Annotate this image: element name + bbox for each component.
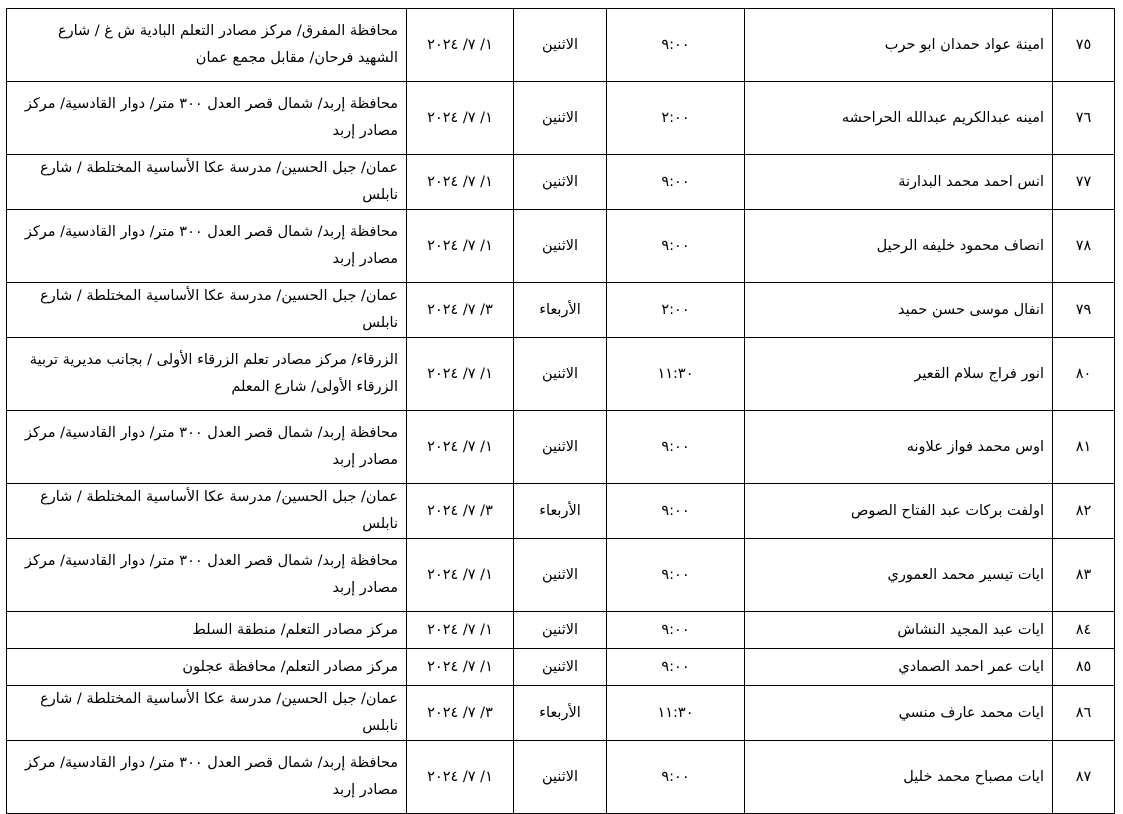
table-row — [7, 82, 1115, 155]
table-row — [7, 9, 1115, 82]
table-row — [7, 338, 1115, 411]
exam-location: عمان/ جبل الحسين/ مدرسة عكا الأساسية المختلطة / شارع نابلس — [7, 283, 407, 338]
row-number: ٧٦ — [1053, 82, 1115, 155]
exam-day: الأربعاء — [514, 686, 607, 741]
table-row — [7, 539, 1115, 612]
row-number: ٨٦ — [1053, 686, 1115, 741]
student-name: امينة عواد حمدان ابو حرب — [745, 9, 1053, 82]
exam-date: ٣/ ٧/ ٢٠٢٤ — [407, 686, 514, 741]
exam-date: ١/ ٧/ ٢٠٢٤ — [407, 741, 514, 814]
exam-day: الاثنين — [514, 649, 607, 686]
exam-location: عمان/ جبل الحسين/ مدرسة عكا الأساسية المختلطة / شارع نابلس — [7, 484, 407, 539]
exam-day: الاثنين — [514, 741, 607, 814]
table-row — [7, 484, 1115, 539]
exam-day: الاثنين — [514, 539, 607, 612]
exam-date: ١/ ٧/ ٢٠٢٤ — [407, 612, 514, 649]
exam-time: ٩:٠٠ — [607, 411, 745, 484]
exam-time: ٩:٠٠ — [607, 649, 745, 686]
exam-date: ١/ ٧/ ٢٠٢٤ — [407, 9, 514, 82]
exam-location: مركز مصادر التعلم/ منطقة السلط — [7, 612, 407, 649]
student-name: اولفت بركات عبد الفتاح الصوص — [745, 484, 1053, 539]
exam-time: ٩:٠٠ — [607, 612, 745, 649]
exam-date: ١/ ٧/ ٢٠٢٤ — [407, 338, 514, 411]
row-number: ٧٥ — [1053, 9, 1115, 82]
exam-time: ٢:٠٠ — [607, 283, 745, 338]
exam-day: الاثنين — [514, 411, 607, 484]
table-row — [7, 283, 1115, 338]
exam-date: ١/ ٧/ ٢٠٢٤ — [407, 649, 514, 686]
exam-location: مركز مصادر التعلم/ محافظة عجلون — [7, 649, 407, 686]
table-row — [7, 411, 1115, 484]
exam-day: الأربعاء — [514, 484, 607, 539]
exam-time: ٩:٠٠ — [607, 484, 745, 539]
exam-location: محافظة إربد/ شمال قصر العدل ٣٠٠ متر/ دوار القادسية/ مركز مصادر إربد — [7, 411, 407, 484]
exam-location: محافظة إربد/ شمال قصر العدل ٣٠٠ متر/ دوار القادسية/ مركز مصادر إربد — [7, 210, 407, 283]
table-row — [7, 686, 1115, 741]
table-row — [7, 649, 1115, 686]
exam-date: ١/ ٧/ ٢٠٢٤ — [407, 210, 514, 283]
exam-time: ٩:٠٠ — [607, 9, 745, 82]
table-row — [7, 155, 1115, 210]
exam-time: ١١:٣٠ — [607, 338, 745, 411]
row-number: ٨٠ — [1053, 338, 1115, 411]
exam-time: ٩:٠٠ — [607, 210, 745, 283]
exam-day: الاثنين — [514, 210, 607, 283]
row-number: ٨٥ — [1053, 649, 1115, 686]
exam-day: الأربعاء — [514, 283, 607, 338]
row-number: ٨٣ — [1053, 539, 1115, 612]
exam-location: محافظة إربد/ شمال قصر العدل ٣٠٠ متر/ دوار القادسية/ مركز مصادر إربد — [7, 741, 407, 814]
row-number: ٨١ — [1053, 411, 1115, 484]
exam-date: ١/ ٧/ ٢٠٢٤ — [407, 539, 514, 612]
student-name: ايات عبد المجيد النشاش — [745, 612, 1053, 649]
student-name: ايات مصباح محمد خليل — [745, 741, 1053, 814]
exam-time: ٩:٠٠ — [607, 539, 745, 612]
exam-location: الزرقاء/ مركز مصادر تعلم الزرقاء الأولى / بجانب مديرية تربية الزرقاء الأولى/ شارع المعلم — [7, 338, 407, 411]
student-name: ايات عمر احمد الصمادي — [745, 649, 1053, 686]
exam-day: الاثنين — [514, 612, 607, 649]
exam-time: ٢:٠٠ — [607, 82, 745, 155]
student-name: ايات محمد عارف منسي — [745, 686, 1053, 741]
schedule-table — [6, 8, 1115, 814]
exam-day: الاثنين — [514, 9, 607, 82]
exam-day: الاثنين — [514, 338, 607, 411]
row-number: ٧٨ — [1053, 210, 1115, 283]
exam-time: ١١:٣٠ — [607, 686, 745, 741]
student-name: ايات تيسير محمد العموري — [745, 539, 1053, 612]
exam-date: ٣/ ٧/ ٢٠٢٤ — [407, 484, 514, 539]
student-name: اوس محمد فواز علاونه — [745, 411, 1053, 484]
exam-time: ٩:٠٠ — [607, 155, 745, 210]
row-number: ٧٩ — [1053, 283, 1115, 338]
table-row — [7, 741, 1115, 814]
row-number: ٧٧ — [1053, 155, 1115, 210]
exam-time: ٩:٠٠ — [607, 741, 745, 814]
exam-date: ١/ ٧/ ٢٠٢٤ — [407, 155, 514, 210]
exam-date: ١/ ٧/ ٢٠٢٤ — [407, 82, 514, 155]
student-name: انور فراج سلام القعير — [745, 338, 1053, 411]
student-name: امينه عبدالكريم عبدالله الحراحشه — [745, 82, 1053, 155]
schedule-sheet — [6, 8, 1114, 814]
table-row — [7, 210, 1115, 283]
row-number: ٨٤ — [1053, 612, 1115, 649]
row-number: ٨٧ — [1053, 741, 1115, 814]
exam-location: عمان/ جبل الحسين/ مدرسة عكا الأساسية المختلطة / شارع نابلس — [7, 686, 407, 741]
student-name: انس احمد محمد البدارنة — [745, 155, 1053, 210]
exam-location: محافظة إربد/ شمال قصر العدل ٣٠٠ متر/ دوار القادسية/ مركز مصادر إربد — [7, 539, 407, 612]
table-row — [7, 612, 1115, 649]
exam-day: الاثنين — [514, 82, 607, 155]
exam-day: الاثنين — [514, 155, 607, 210]
exam-location: محافظة المفرق/ مركز مصادر التعلم البادية ش غ / شارع الشهيد فرحان/ مقابل مجمع عمان — [7, 9, 407, 82]
exam-date: ٣/ ٧/ ٢٠٢٤ — [407, 283, 514, 338]
exam-location: محافظة إربد/ شمال قصر العدل ٣٠٠ متر/ دوار القادسية/ مركز مصادر إربد — [7, 82, 407, 155]
row-number: ٨٢ — [1053, 484, 1115, 539]
exam-date: ١/ ٧/ ٢٠٢٤ — [407, 411, 514, 484]
exam-location: عمان/ جبل الحسين/ مدرسة عكا الأساسية المختلطة / شارع نابلس — [7, 155, 407, 210]
student-name: انفال موسى حسن حميد — [745, 283, 1053, 338]
student-name: انصاف محمود خليفه الرحيل — [745, 210, 1053, 283]
